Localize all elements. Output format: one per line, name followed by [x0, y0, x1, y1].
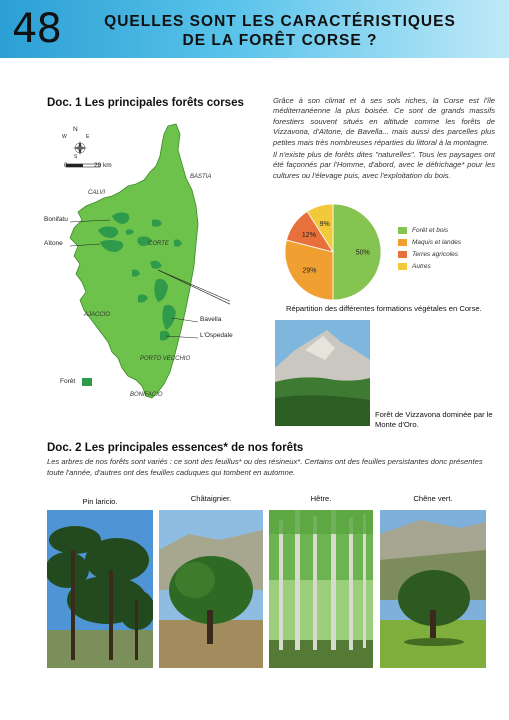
place-bonifacio: BONIFACIO — [130, 392, 163, 398]
tree-caption-chene: Chêne vert. — [413, 494, 453, 503]
doc2-title: Doc. 2 Les principales essences* de nos forêts — [47, 442, 304, 454]
corsica-map-svg — [40, 120, 230, 420]
compass-s-label: S — [74, 154, 78, 160]
vegetation-pie-chart — [280, 200, 390, 304]
place-ospedale: L'Ospedale — [200, 332, 233, 339]
pie-value-label-3: 9% — [319, 220, 330, 228]
place-bastia: BASTIA — [190, 174, 212, 180]
pie-legend-item-3 — [398, 260, 461, 272]
pie-legend — [398, 224, 461, 272]
scale-zero-label: 0 — [64, 162, 68, 169]
pie-legend-label-1: Maquis et landes — [412, 238, 462, 246]
pie-legend-swatch-1 — [398, 239, 407, 246]
doc2-text: Les arbres de nos forêts sont variés : ce sont des feuillus* ou des résineux*. Certains ont des feuilles persistantes donc présentes toute l'année, d'autres ont des feuilles caduques qui tombent en automne. — [47, 457, 483, 477]
place-porto-vecchio: PORTO VECCHIO — [140, 356, 191, 362]
photo-hetre — [269, 510, 373, 668]
pie-legend-swatch-2 — [398, 251, 407, 258]
photo-caption: Forêt de Vizzavona dominée par le Monte d'Oro. — [375, 410, 493, 429]
place-ajaccio: AJACCIO — [84, 312, 111, 318]
compass-n-label: N — [73, 126, 78, 133]
pie-value-label-1: 29% — [302, 267, 317, 275]
photo-chene-vert — [380, 510, 486, 668]
tree-caption-hetre: Hêtre. — [310, 494, 332, 503]
place-calvi: CALVI — [88, 190, 106, 196]
page-number: 48 — [12, 6, 61, 52]
place-bonifatu: Bonifatu — [44, 216, 68, 223]
doc1-intro-p1: Grâce à son climat et à ses sols riches, la Corse est l'île méditerranéenne la plus boisée. Ce sont de grands massifs forestiers souvent situés en altitude comme les forêts de Vizzavona, d'Aïtone, de Bavella... mais aussi des parcelles plus petites mais très nombreuses réparties du littoral à la montagne. — [273, 96, 495, 147]
pie-value-label-2: 12% — [301, 232, 316, 240]
page-header — [0, 0, 509, 58]
vizzavona-photo — [275, 320, 370, 426]
page-title — [70, 12, 490, 50]
vizzavona-photo-svg — [275, 320, 370, 426]
doc1-intro — [273, 96, 495, 181]
place-bavella: Bavella — [200, 316, 222, 323]
photo-pin-laricio — [47, 510, 153, 668]
scale-km-label: 20 km — [94, 162, 112, 169]
place-aitone: Aïtone — [44, 240, 63, 247]
tree-caption-pin: Pin laricio. — [82, 497, 118, 506]
pie-legend-item-1 — [398, 236, 461, 248]
corsica-map — [40, 120, 233, 420]
pie-legend-item-2 — [398, 248, 461, 260]
tree-caption-chataignier: Châtaignier. — [190, 494, 232, 503]
map-legend-swatch — [82, 378, 92, 386]
pie-legend-label-3: Autres — [412, 262, 431, 270]
doc1-title: Doc. 1 Les principales forêts corses — [47, 97, 244, 109]
pie-value-label-0: 50% — [355, 249, 370, 257]
compass-e-label: E — [86, 134, 90, 140]
doc1-intro-p2: Il n'existe plus de forêts dites "naturelles". Tous les paysages ont été façonnés par l'Homme, d'abord, avec le défrichage* pour les cultures ou l'élevage puis, avec l'exploitation du bois. — [273, 150, 495, 180]
pie-legend-label-2: Terres agricoles — [412, 250, 459, 258]
pie-svg — [280, 200, 390, 304]
pie-legend-swatch-3 — [398, 263, 407, 270]
compass-w-label: W — [62, 134, 67, 140]
pie-legend-item-0 — [398, 224, 461, 236]
page-title-line2: DE LA FORÊT CORSE ? — [182, 32, 378, 49]
pie-legend-label-0: Forêt et bois — [412, 226, 449, 234]
compass-icon — [73, 141, 87, 155]
pie-caption: Répartition des différentes formations végétales en Corse. — [286, 304, 482, 313]
photo-chataignier — [159, 510, 263, 668]
pie-legend-swatch-0 — [398, 227, 407, 234]
page-title-line1: QUELLES SONT LES CARACTÉRISTIQUES — [104, 13, 456, 30]
map-legend-label: Forêt — [60, 378, 76, 385]
place-corte: CORTE — [148, 241, 169, 247]
